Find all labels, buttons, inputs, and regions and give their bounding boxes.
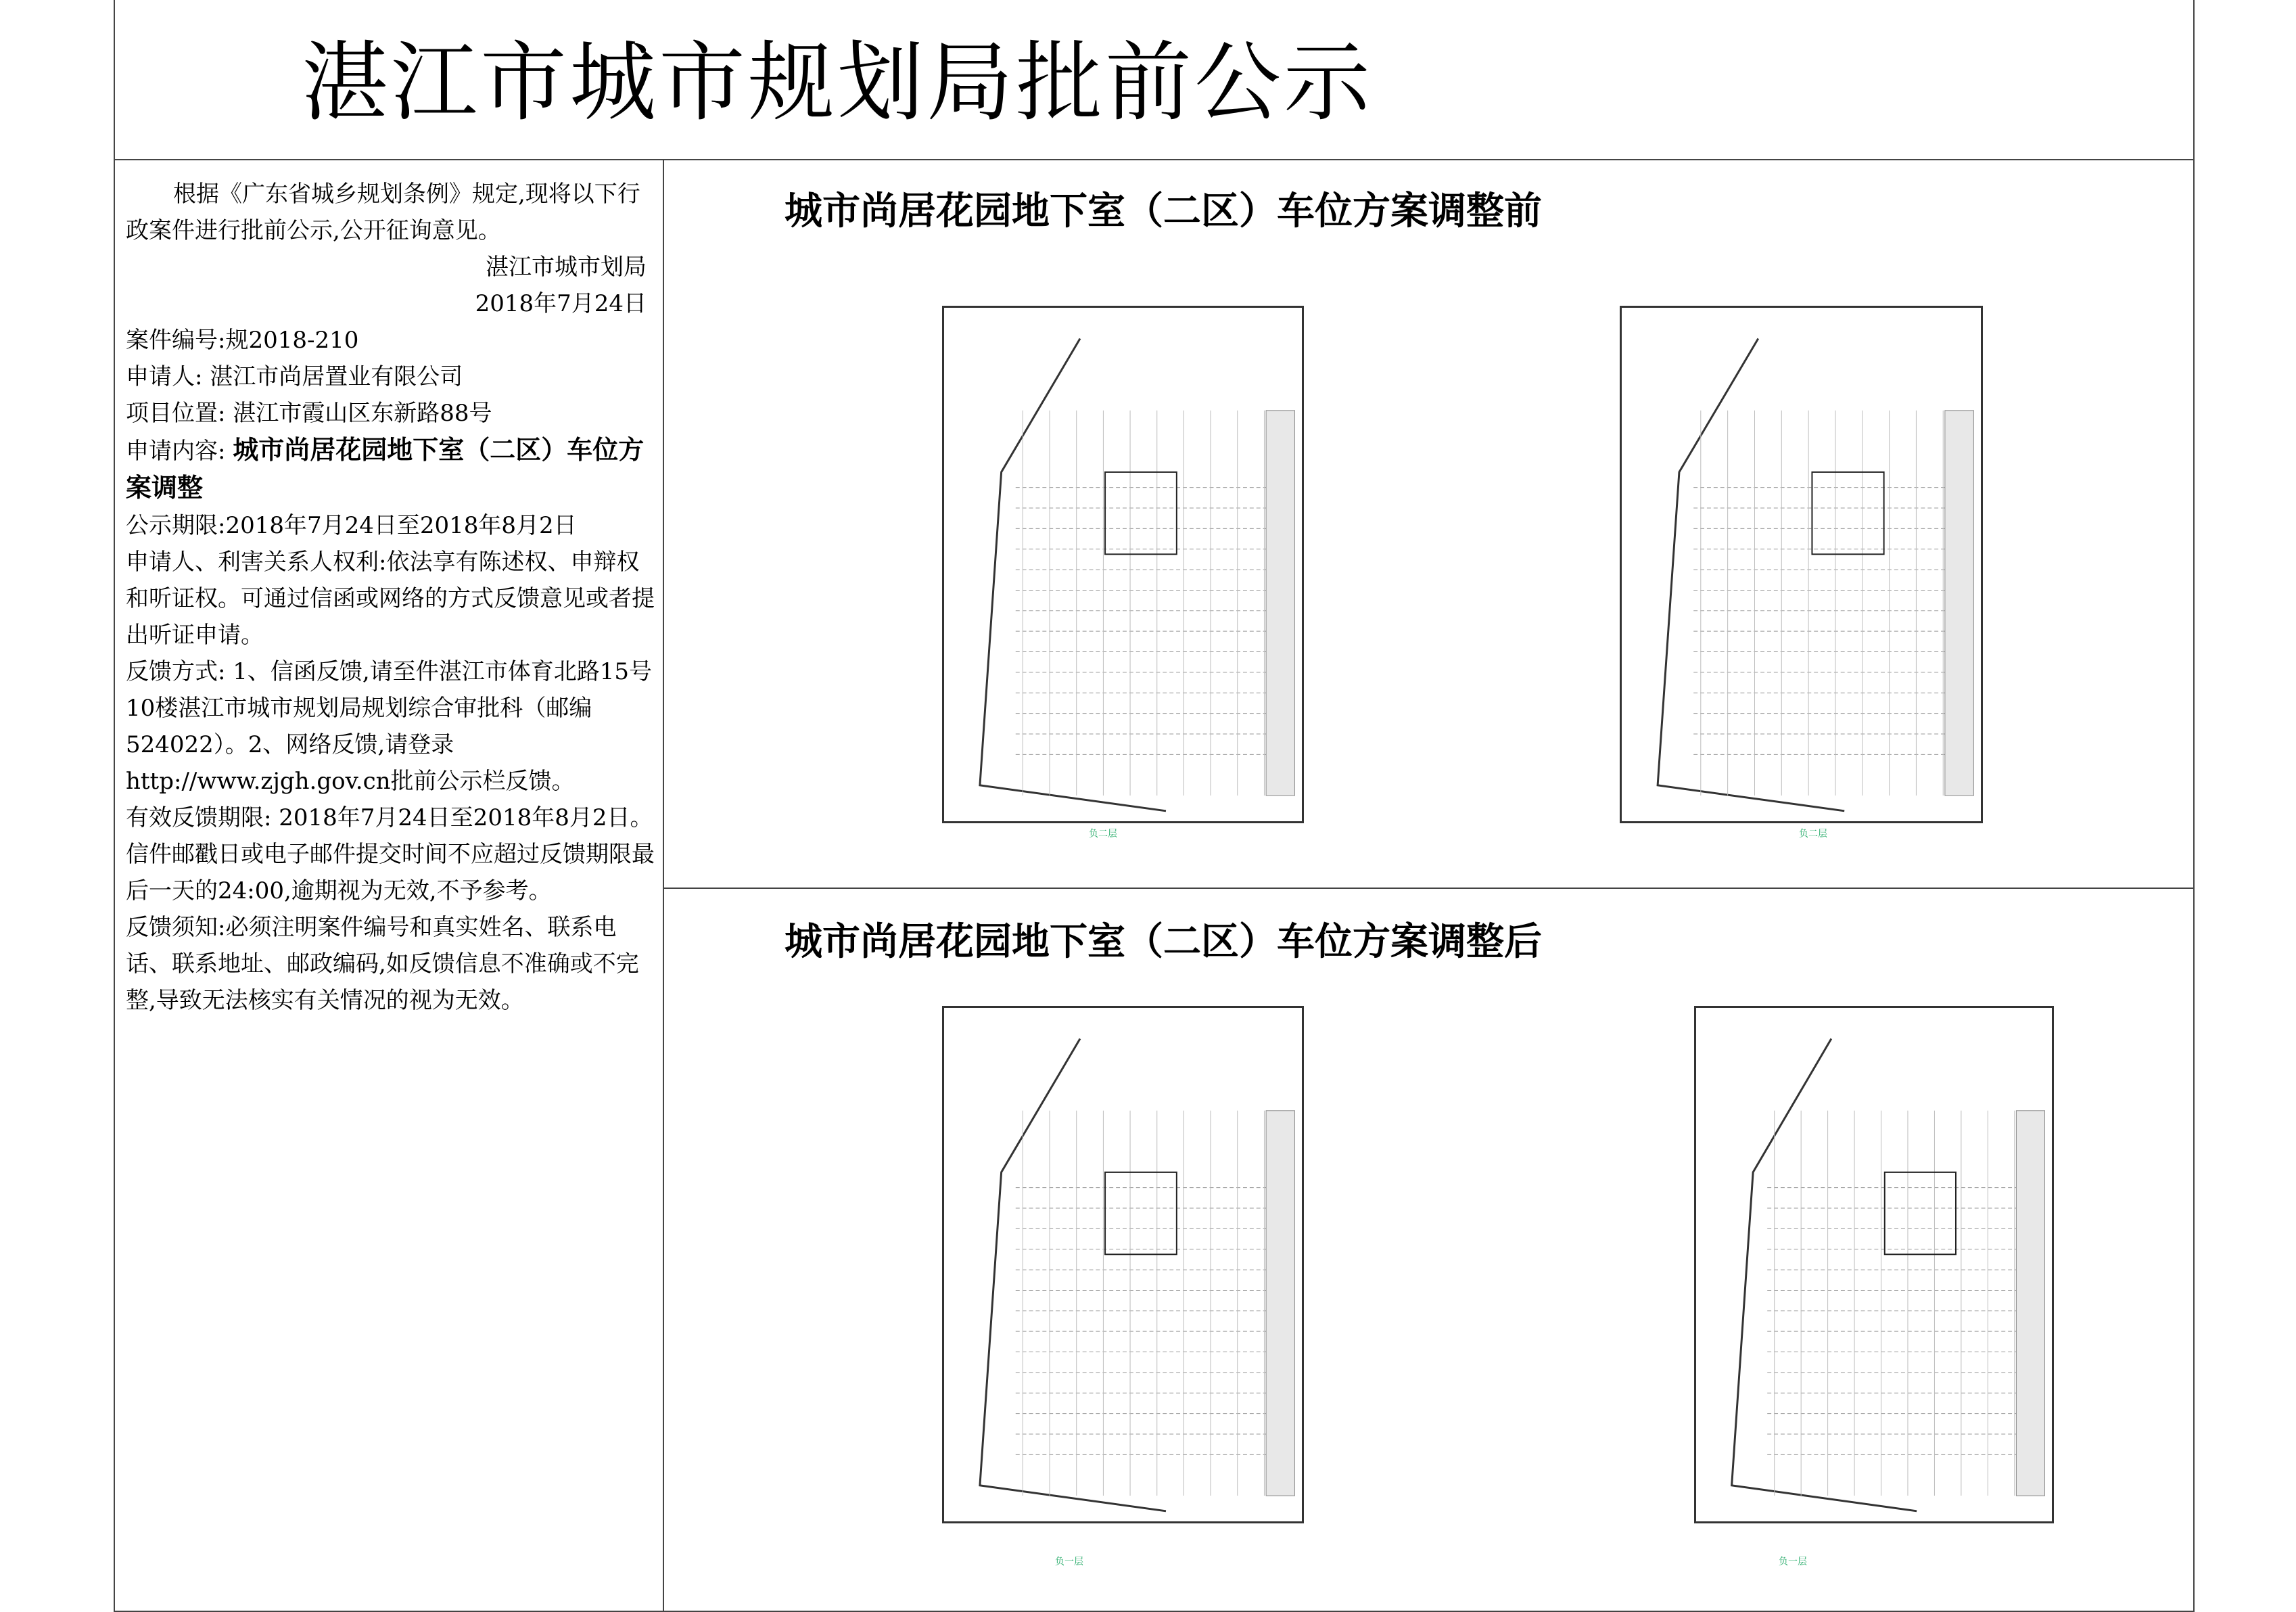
content-value: 城市尚居花园地下室（二区）车位方案调整 xyxy=(126,435,645,503)
plan-caption-before-right: 负二层 xyxy=(1799,829,1827,839)
notice-text xyxy=(126,176,660,1019)
plan-hatch xyxy=(1945,411,1973,796)
after-section-title: 城市尚居花园地下室（二区）车位方案调整后 xyxy=(784,920,1542,964)
before-section-title: 城市尚居花园地下室（二区）车位方案调整前 xyxy=(784,189,1542,233)
feedback-notes: 反馈须知:必须注明案件编号和真实姓名、联系电话、联系地址、邮政编码,如反馈信息不准确或不完整,导致无法核实有关情况的视为无效。 xyxy=(126,914,639,1014)
title-divider xyxy=(114,159,2195,160)
project-location: 项目位置: 湛江市霞山区东新路88号 xyxy=(126,400,492,427)
plan-wall xyxy=(980,339,1166,811)
floor-plan-after-left xyxy=(942,1006,1304,1523)
plan-wall xyxy=(1658,339,1844,811)
floor-plan-after-right xyxy=(1694,1006,2054,1523)
public-period: 公示期限:2018年7月24日至2018年8月2日 xyxy=(126,512,577,539)
floor-plan-before-right xyxy=(1620,306,1983,823)
column-divider xyxy=(663,159,664,1612)
plan-wall xyxy=(980,1039,1166,1511)
plan-core xyxy=(1812,472,1883,554)
plan-core xyxy=(1105,1172,1177,1254)
floor-plan-before-left xyxy=(942,306,1304,823)
plan-hatch xyxy=(1266,411,1294,796)
plan-core xyxy=(1105,472,1177,554)
feedback-method: 反馈方式: 1、信函反馈,请至件湛江市体育北路15号10楼湛江市城市规划局规划综合审批科（邮编524022）。2、网络反馈,请登录http://www.zjgh.gov.cn批前公示栏反馈。 xyxy=(126,658,652,795)
notice-intro: 根据《广东省城乡规划条例》规定,现将以下行政案件进行批前公示,公开征询意见。 xyxy=(126,181,640,244)
plan-wall xyxy=(1732,1039,1917,1511)
plan-hatch xyxy=(2016,1111,2044,1496)
plan-caption-before-left: 负二层 xyxy=(1089,829,1117,839)
case-number: 案件编号:规2018-210 xyxy=(126,327,359,354)
application-content xyxy=(126,432,660,507)
rights: 申请人、利害关系人权利:依法享有陈述权、申辩权和听证权。可通过信函或网络的方式反馈意见或者提出听证申请。 xyxy=(126,549,655,649)
plan-core xyxy=(1885,1172,1956,1254)
page-title: 湛江市城市规划局批前公示 xyxy=(301,32,1373,133)
plan-caption-after-left: 负一层 xyxy=(1055,1557,1083,1567)
notice-issuer: 湛江市城市划局 xyxy=(486,254,647,281)
notice-date: 2018年7月24日 xyxy=(475,290,647,317)
plan-caption-after-right: 负一层 xyxy=(1779,1557,1807,1567)
applicant: 申请人: 湛江市尚居置业有限公司 xyxy=(126,363,463,390)
plan-hatch xyxy=(1266,1111,1294,1496)
section-divider xyxy=(663,888,2195,889)
valid-feedback-period: 有效反馈期限: 2018年7月24日至2018年8月2日。信件邮戳日或电子邮件提交时间不应超过反馈期限最后一天的24:00,逾期视为无效,不予参考。 xyxy=(126,804,655,904)
content-label: 申请内容: xyxy=(126,438,233,465)
